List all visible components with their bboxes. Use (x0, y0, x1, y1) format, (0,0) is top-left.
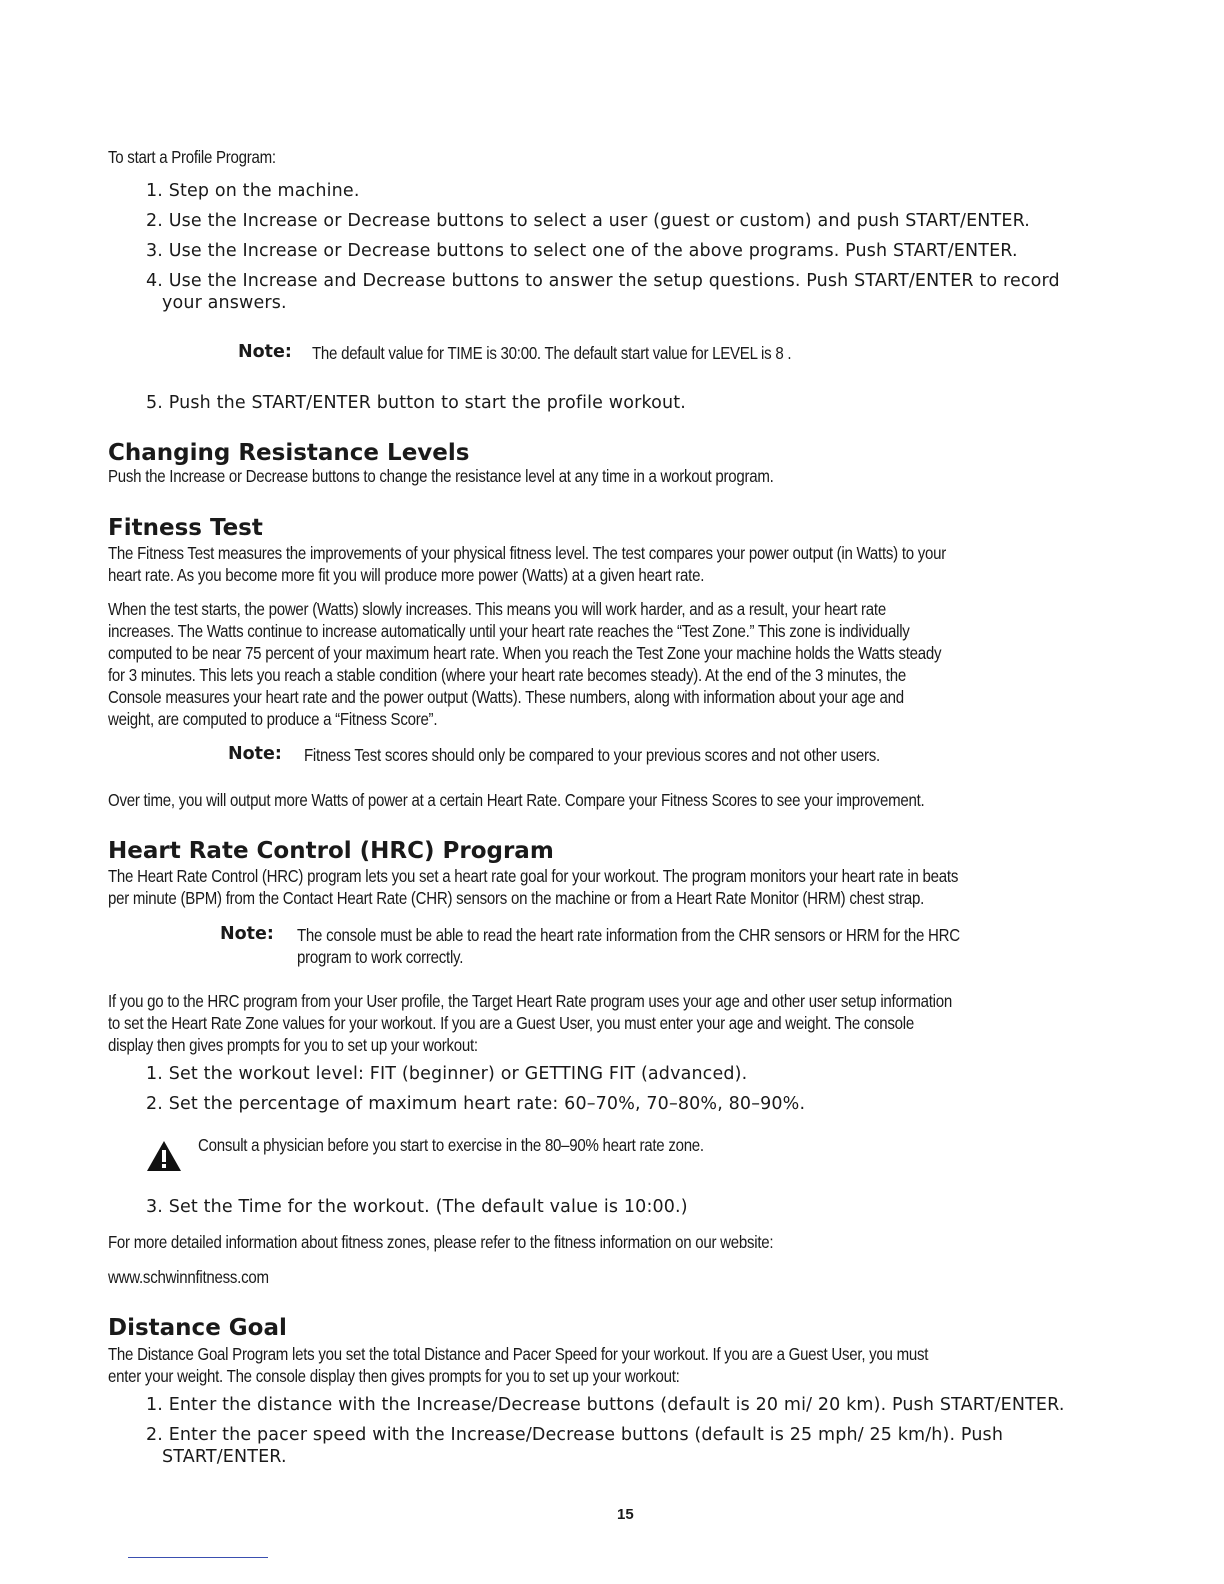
section-title-fitness-test: Fitness Test (108, 515, 263, 541)
profile-step-4-cont: your answers. (162, 293, 287, 313)
page-number: 15 (617, 1506, 634, 1523)
fitness-p1-line: The Fitness Test measures the improvements of your physical fitness level. The test compares your power output (in Watts) to your (108, 543, 947, 563)
fitness-p2-line: increases. The Watts continue to increase automatically until your heart rate reaches the “Test Zone.” This zone is individually (108, 621, 910, 641)
note-text: The default value for TIME is 30:00. The default start value for LEVEL is 8 . (312, 343, 792, 363)
profile-step-5: 5. Push the START/ENTER button to start the profile workout. (146, 393, 686, 413)
distance-step-2-cont: START/ENTER. (162, 1447, 287, 1467)
hrc-p1-line: per minute (BPM) from the Contact Heart Rate (CHR) sensors on the machine or from a Heart Rate Monitor (HRM) chest strap. (108, 888, 925, 908)
note-label: Note: (220, 924, 274, 944)
hrc-p1-line: The Heart Rate Control (HRC) program lets you set a heart rate goal for your workout. The program monitors your heart rate in beats (108, 866, 959, 886)
hrc-more-info: For more detailed information about fitness zones, please refer to the fitness information on our website: (108, 1232, 774, 1252)
profile-step-2: 2. Use the Increase or Decrease buttons to select a user (guest or custom) and push START/ENTER. (146, 211, 1030, 231)
resistance-text: Push the Increase or Decrease buttons to change the resistance level at any time in a workout program. (108, 466, 774, 486)
fitness-p2-line: Console measures your heart rate and the power output (Watts). These numbers, along with information about your age and (108, 687, 904, 707)
hrc-p2-line: to set the Heart Rate Zone values for your workout. If you are a Guest User, you must enter your age and weight. The console (108, 1013, 914, 1033)
profile-intro: To start a Profile Program: (108, 147, 276, 167)
fitness-p3: Over time, you will output more Watts of power at a certain Heart Rate. Compare your Fitness Scores to see your improvement. (108, 790, 925, 810)
note-text: Fitness Test scores should only be compared to your previous scores and not other users. (304, 745, 880, 765)
note-text: The console must be able to read the heart rate information from the CHR sensors or HRM for the HRC (297, 925, 960, 945)
distance-p1-line: enter your weight. The console display then gives prompts for you to set up your workout: (108, 1366, 680, 1386)
profile-step-3: 3. Use the Increase or Decrease buttons to select one of the above programs. Push START/ENTER. (146, 241, 1018, 261)
fitness-p2-line: weight, are computed to produce a “Fitness Score”. (108, 709, 438, 729)
profile-step-4: 4. Use the Increase and Decrease buttons to answer the setup questions. Push START/ENTER to record (146, 271, 1060, 291)
website-link[interactable]: www.schwinnfitness.com (108, 1267, 269, 1287)
fitness-p2-line: for 3 minutes. This lets you reach a stable condition (where your heart rate becomes steady). At the end of the 3 minutes, the (108, 665, 906, 685)
section-title-distance-goal: Distance Goal (108, 1315, 287, 1341)
profile-step-1: 1. Step on the machine. (146, 181, 360, 201)
hrc-p2-line: display then gives prompts for you to set up your workout: (108, 1035, 478, 1055)
note-label: Note: (228, 744, 282, 764)
fitness-p2-line: When the test starts, the power (Watts) slowly increases. This means you will work harder, and as a result, your heart rate (108, 599, 886, 619)
note-label: Note: (238, 342, 292, 362)
distance-step-1: 1. Enter the distance with the Increase/Decrease buttons (default is 20 mi/ 20 km). Push START/ENTER. (146, 1395, 1065, 1415)
footer-rule (128, 1557, 268, 1558)
hrc-step-2: 2. Set the percentage of maximum heart rate: 60–70%, 70–80%, 80–90%. (146, 1094, 806, 1114)
note-text: program to work correctly. (297, 947, 464, 967)
hrc-step-1: 1. Set the workout level: FIT (beginner) or GETTING FIT (advanced). (146, 1064, 748, 1084)
hrc-p2-line: If you go to the HRC program from your User profile, the Target Heart Rate program uses your age and other user setup information (108, 991, 952, 1011)
distance-p1-line: The Distance Goal Program lets you set the total Distance and Pacer Speed for your workout. If you are a Guest User, you must (108, 1344, 929, 1364)
hrc-step-3: 3. Set the Time for the workout. (The default value is 10:00.) (146, 1197, 688, 1217)
distance-step-2: 2. Enter the pacer speed with the Increase/Decrease buttons (default is 25 mph/ 25 km/h). Push (146, 1425, 1004, 1445)
section-title-hrc: Heart Rate Control (HRC) Program (108, 838, 554, 864)
fitness-p1-line: heart rate. As you become more fit you will produce more power (Watts) at a given heart rate. (108, 565, 705, 585)
warning-text: Consult a physician before you start to exercise in the 80–90% heart rate zone. (198, 1135, 704, 1155)
fitness-p2-line: computed to be near 75 percent of your maximum heart rate. When you reach the Test Zone your machine holds the Watts steady (108, 643, 942, 663)
warning-icon (146, 1140, 182, 1172)
section-title-resistance: Changing Resistance Levels (108, 440, 470, 466)
